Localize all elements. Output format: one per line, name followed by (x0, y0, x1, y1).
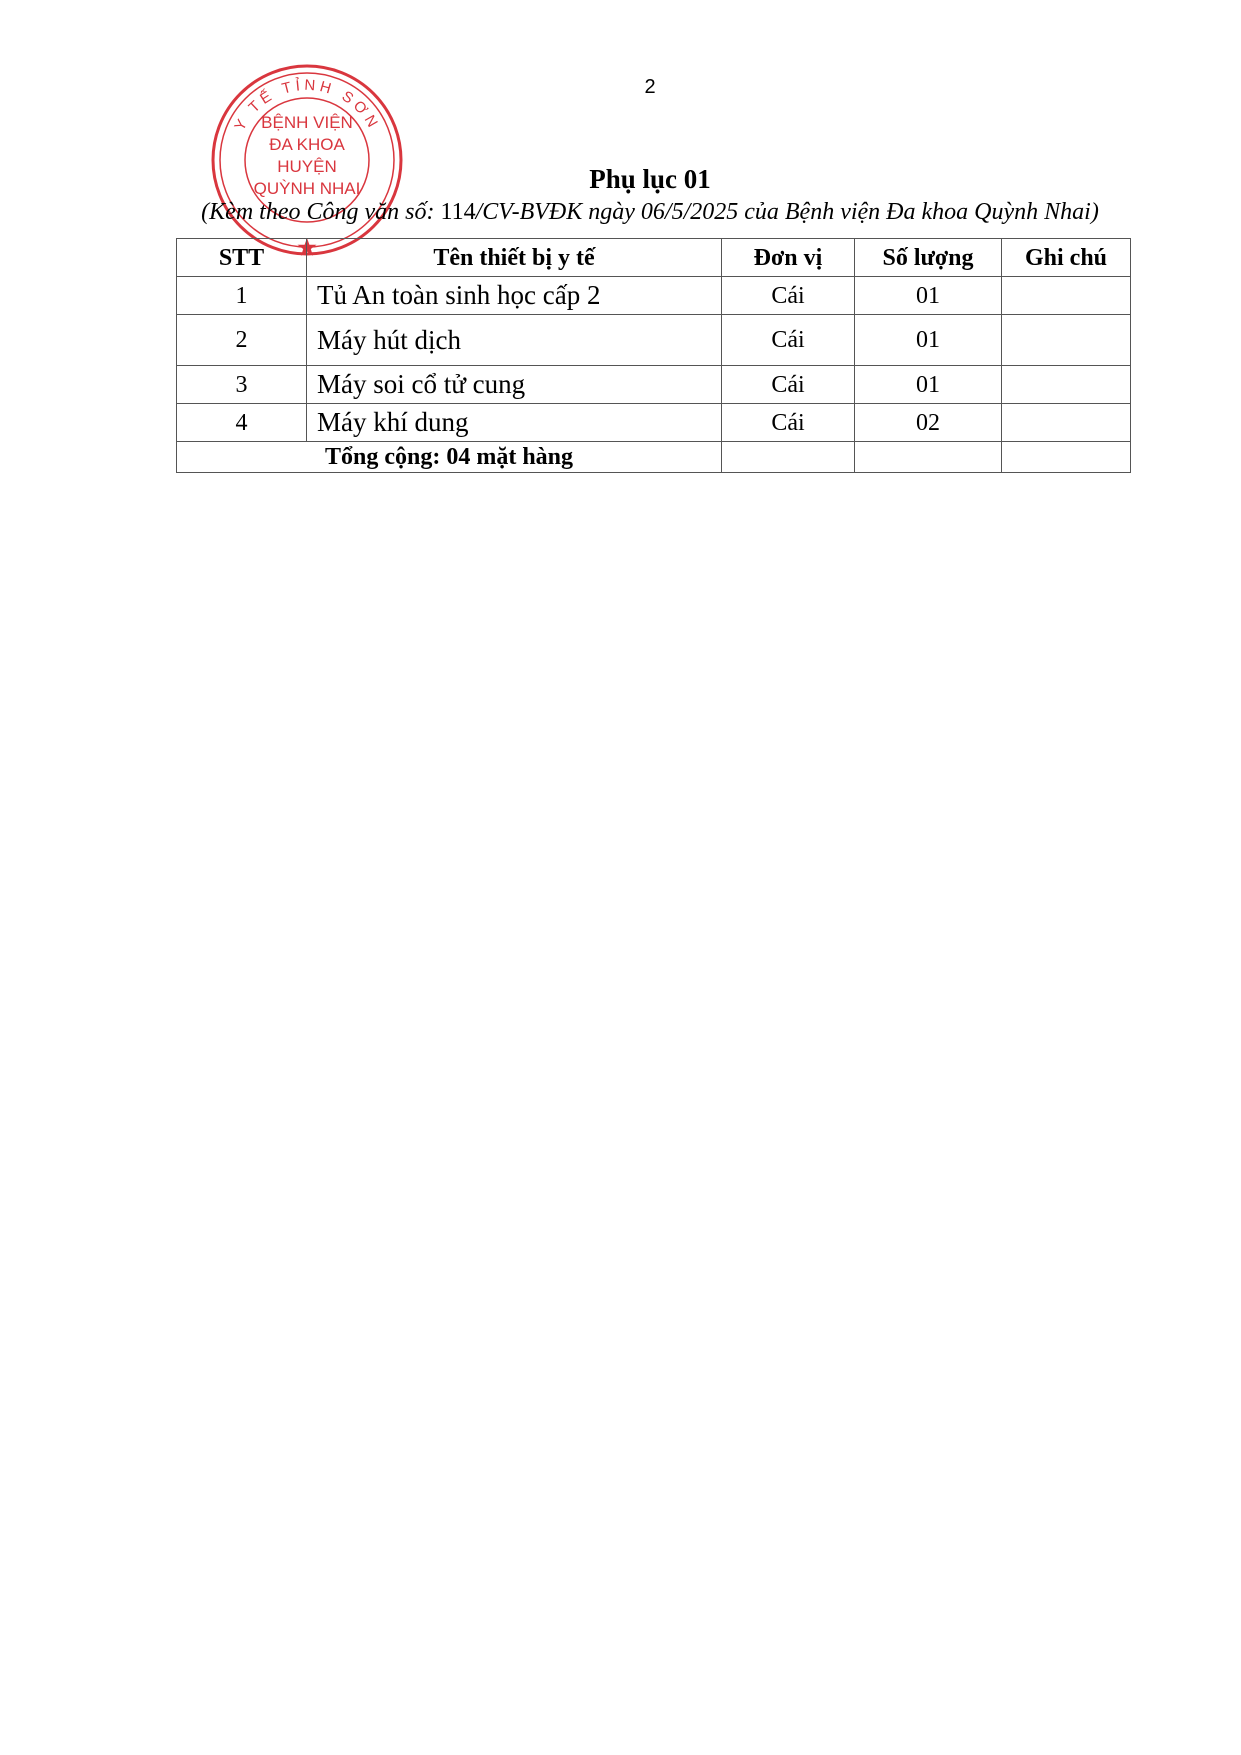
equipment-table (176, 238, 1131, 473)
cell-unit: Cái (722, 315, 855, 366)
stamp-line-2: ĐA KHOA (269, 135, 345, 154)
cell-total-quantity (855, 442, 1002, 473)
cell-name: Máy khí dung (307, 404, 722, 442)
cell-total-unit (722, 442, 855, 473)
cell-name: Máy hút dịch (307, 315, 722, 366)
cell-unit: Cái (722, 366, 855, 404)
hospital-seal-stamp (207, 60, 407, 260)
stamp-line-4: QUỲNH NHAI (253, 179, 361, 198)
column-header-unit: Đơn vị (722, 239, 855, 277)
column-header-name: Tên thiết bị y tế (307, 239, 722, 277)
stamp-line-1: BỆNH VIỆN (261, 113, 353, 132)
table-header-row (177, 239, 1131, 277)
cell-quantity: 01 (855, 277, 1002, 315)
table-row (177, 277, 1131, 315)
subtitle-prefix: (Kèm theo Công văn số: (201, 199, 441, 225)
cell-quantity: 02 (855, 404, 1002, 442)
cell-stt: 2 (177, 315, 307, 366)
subtitle-suffix: /CV-BVĐK ngày 06/5/2025 của Bệnh viện Đa khoa Quỳnh Nhai) (475, 199, 1099, 225)
table-total-row (177, 442, 1131, 473)
stamp-top-text: Y TẾ TỈNH SƠN (231, 76, 383, 134)
cell-note (1002, 404, 1131, 442)
cell-stt: 1 (177, 277, 307, 315)
cell-unit: Cái (722, 404, 855, 442)
cell-note (1002, 366, 1131, 404)
column-header-stt: STT (177, 239, 307, 277)
cell-note (1002, 315, 1131, 366)
cell-stt: 4 (177, 404, 307, 442)
table-row (177, 366, 1131, 404)
cell-unit: Cái (722, 277, 855, 315)
document-number: 114 (440, 199, 476, 225)
stamp-line-3: HUYỆN (277, 157, 337, 176)
cell-note (1002, 277, 1131, 315)
cell-quantity: 01 (855, 366, 1002, 404)
cell-total-note (1002, 442, 1131, 473)
cell-total-label: Tổng cộng: 04 mặt hàng (177, 442, 722, 473)
table-row (177, 404, 1131, 442)
cell-name: Máy soi cổ tử cung (307, 366, 722, 404)
column-header-quantity: Số lượng (855, 239, 1002, 277)
column-header-note: Ghi chú (1002, 239, 1131, 277)
page-title: Phụ lục 01 (589, 164, 711, 194)
table-row (177, 315, 1131, 366)
cell-stt: 3 (177, 366, 307, 404)
page-number: 2 (644, 76, 656, 98)
page-subtitle (0, 199, 1241, 226)
cell-quantity: 01 (855, 315, 1002, 366)
cell-name: Tủ An toàn sinh học cấp 2 (307, 277, 722, 315)
